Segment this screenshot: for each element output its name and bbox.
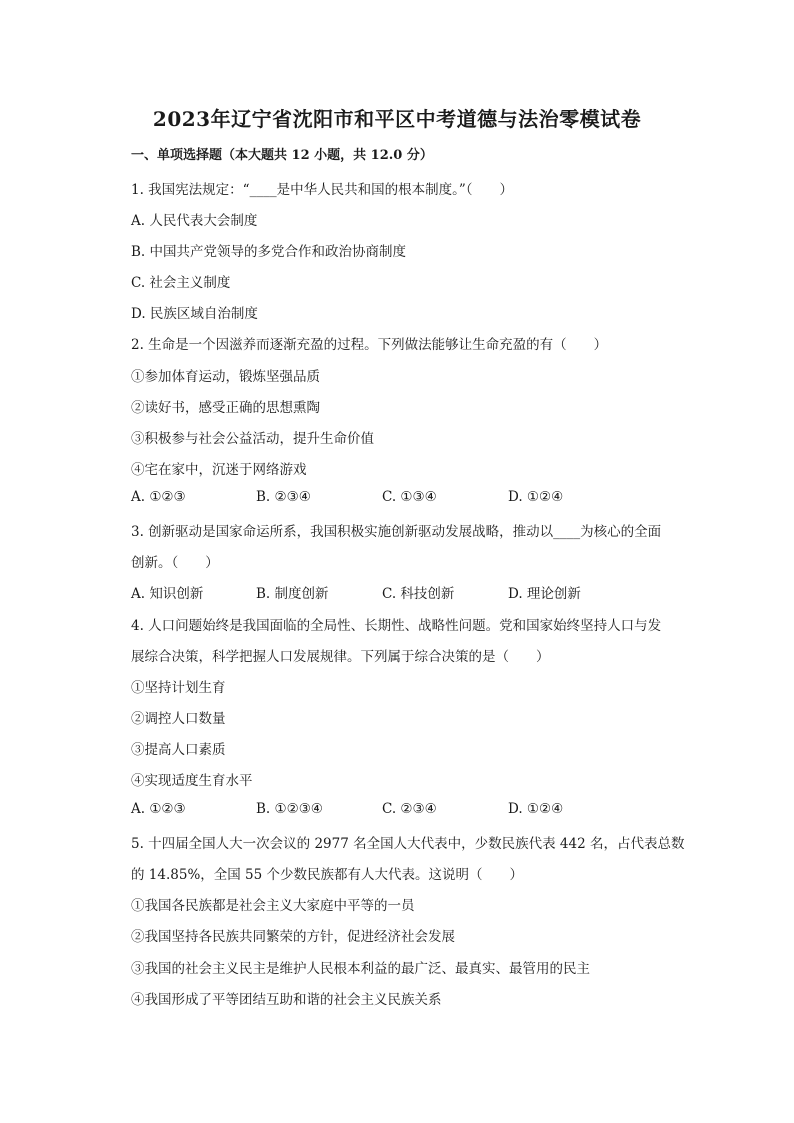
question-5-stem-line-1: 5. 十四届全国人大一次会议的 2977 名全国人大代表中，少数民族代表 442 名，占代表总数 (131, 836, 685, 852)
question-2-option-b: B. ②③④ (256, 489, 311, 505)
question-3-option-d: D. 理论创新 (508, 586, 581, 602)
question-2-option-a: A. ①②③ (131, 489, 186, 505)
question-2-option-d: D. ①②④ (508, 489, 564, 505)
question-5-item-4: ④我国形成了平等团结互助和谐的社会主义民族关系 (131, 992, 442, 1008)
question-3-option-a: A. 知识创新 (131, 586, 204, 602)
question-3-stem-line-1: 3. 创新驱动是国家命运所系，我国积极实施创新驱动发展战略，推动以____为核心的全面 (131, 524, 662, 540)
exam-title: 2023年辽宁省沈阳市和平区中考道德与法治零模试卷 (152, 107, 642, 131)
question-5-stem-line-2: 的 14.85%，全国 55 个少数民族都有人大代表。这说明（ ） (131, 867, 524, 883)
section-heading: 一、单项选择题（本大题共 12 小题，共 12.0 分） (131, 148, 433, 163)
question-5-item-1: ①我国各民族都是社会主义大家庭中平等的一员 (131, 898, 415, 914)
question-3-stem-line-2: 创新。（ ） (131, 555, 219, 571)
question-3-option-c: C. 科技创新 (382, 586, 455, 602)
question-4-option-b: B. ①②③④ (256, 801, 323, 817)
question-2-stem: 2. 生命是一个因滋养而逐渐充盈的过程。下列做法能够让生命充盈的有（ ） (131, 337, 608, 353)
question-1-option-c: C. 社会主义制度 (131, 275, 231, 291)
question-1-option-b: B. 中国共产党领导的多党合作和政治协商制度 (131, 244, 407, 260)
question-2-item-4: ④宅在家中，沉迷于网络游戏 (131, 462, 307, 478)
question-2-item-1: ①参加体育运动，锻炼坚强品质 (131, 369, 320, 385)
question-4-option-c: C. ②③④ (382, 801, 437, 817)
question-1-option-a: A. 人民代表大会制度 (131, 213, 258, 229)
question-3-option-b: B. 制度创新 (256, 586, 329, 602)
question-4-item-4: ④实现适度生育水平 (131, 773, 253, 789)
question-4-option-a: A. ①②③ (131, 801, 186, 817)
question-4-stem-line-2: 展综合决策，科学把握人口发展规律。下列属于综合决策的是（ ） (131, 649, 550, 665)
question-2-option-c: C. ①③④ (382, 489, 437, 505)
question-4-item-1: ①坚持计划生育 (131, 680, 226, 696)
question-5-item-2: ②我国坚持各民族共同繁荣的方针，促进经济社会发展 (131, 929, 455, 945)
question-5-item-3: ③我国的社会主义民主是维护人民根本利益的最广泛、最真实、最管用的民主 (131, 961, 590, 977)
question-1-stem: 1. 我国宪法规定：“____是中华人民共和国的根本制度。”（ ） (131, 182, 513, 198)
question-4-option-d: D. ①②④ (508, 801, 564, 817)
question-4-stem-line-1: 4. 人口问题始终是我国面临的全局性、长期性、战略性问题。党和国家始终坚持人口与发 (131, 618, 662, 634)
question-4-item-3: ③提高人口素质 (131, 742, 226, 758)
question-2-item-3: ③积极参与社会公益活动，提升生命价值 (131, 431, 374, 447)
question-2-item-2: ②读好书，感受正确的思想熏陶 (131, 400, 320, 416)
question-4-item-2: ②调控人口数量 (131, 711, 226, 727)
question-1-option-d: D. 民族区域自治制度 (131, 306, 258, 322)
